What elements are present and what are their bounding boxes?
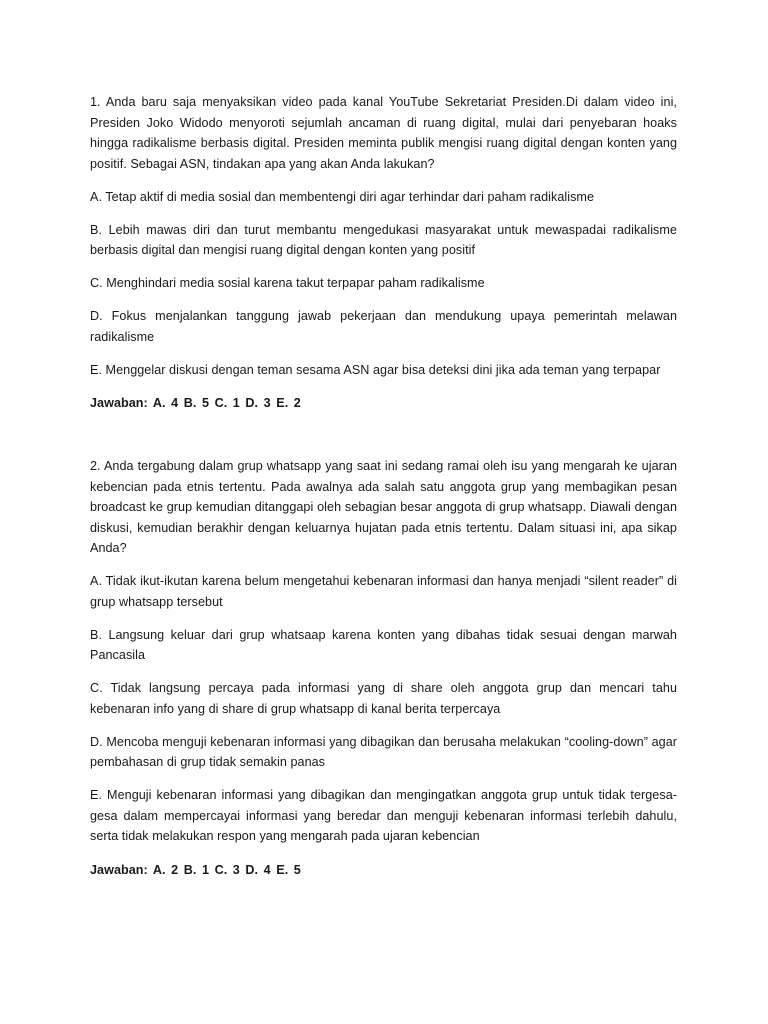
question-2-option-e: E. Menguji kebenaran informasi yang dibagikan dan mengingatkan anggota grup untuk tidak tergesa-gesa dalam mempercayai informasi yang beredar dan menguji kebenaran informasi terlebih dahulu, serta tidak melakukan respon yang mengarah pada ujaran kebencian (90, 788, 677, 843)
question-1 (90, 92, 677, 414)
question-1-option-e: E. Menggelar diskusi dengan teman sesama ASN agar bisa deteksi dini jika ada teman yang terpapar (90, 362, 661, 377)
question-1-option-a: A. Tetap aktif di media sosial dan membentengi diri agar terhindar dari paham radikalisme (90, 189, 595, 204)
question-1-option-d: D. Fokus menjalankan tanggung jawab pekerjaan dan mendukung upaya pemerintah melawan radikalisme (90, 309, 677, 344)
question-1-text: 1. Anda baru saja menyaksikan video pada kanal YouTube Sekretariat Presiden.Di dalam video ini, Presiden Joko Widodo menyoroti sejumlah ancaman di ruang digital, mulai dari penyebaran hoaks hingga radikalisme berbasis digital. Presiden meminta publik mengisi ruang digital dengan konten yang positif. Sebagai ASN, tindakan apa yang akan Anda lakukan? (90, 95, 677, 171)
question-2-option-b: B. Langsung keluar dari grup whatsaap karena konten yang dibahas tidak sesuai dengan marwah Pancasila (90, 627, 677, 662)
question-1-option-b: B. Lebih mawas diri dan turut membantu mengedukasi masyarakat untuk mewaspadai radikalisme berbasis digital dan mengisi ruang digital dengan konten yang positif (90, 222, 677, 257)
question-2-option-c: C. Tidak langsung percaya pada informasi yang di share oleh anggota grup dan mencari tahu kebenaran info yang di share di grup whatsapp di kanal berita terpercaya (90, 681, 677, 716)
question-2-option-a: A. Tidak ikut-ikutan karena belum mengetahui kebenaran informasi dan hanya menjadi “silent reader” di grup whatsapp tersebut (90, 574, 677, 609)
question-2-text: 2. Anda tergabung dalam grup whatsapp yang saat ini sedang ramai oleh isu yang mengarah ke ujaran kebencian pada etnis tertentu. Pada awalnya ada salah satu anggota grup yang membagikan pesan broadcast ke grup kemudian ditanggapi oleh sebagian besar anggota di grup whatsapp. Diawali dengan diskusi, kemudian berakhir dengan keluarnya hujatan pada etnis tertentu. Dalam situasi ini, apa sikap Anda? (90, 459, 677, 555)
question-2 (90, 456, 677, 880)
question-1-answer: Jawaban: A. 4 B. 5 C. 1 D. 3 E. 2 (90, 396, 301, 410)
question-2-answer: Jawaban: A. 2 B. 1 C. 3 D. 4 E. 5 (90, 862, 301, 877)
question-2-option-d: D. Mencoba menguji kebenaran informasi yang dibagikan dan berusaha melakukan “cooling-down” agar pembahasan di grup tidak semakin panas (90, 734, 677, 769)
question-1-option-c: C. Menghindari media sosial karena takut terpapar paham radikalisme (90, 276, 485, 290)
